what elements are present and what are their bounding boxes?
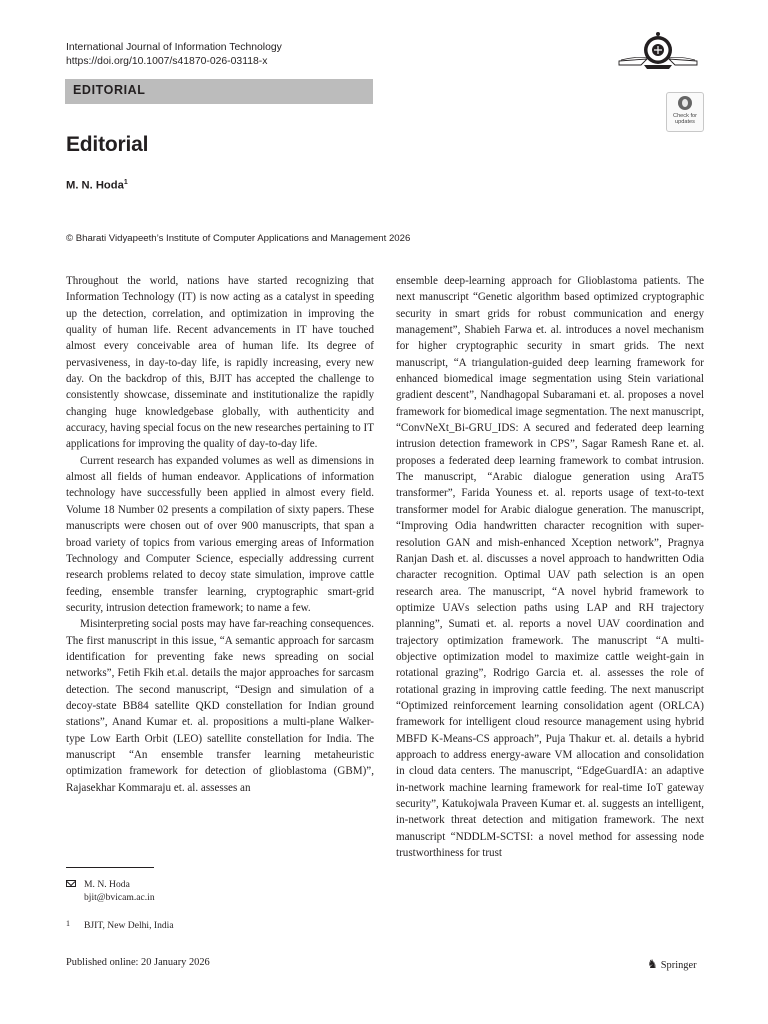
body-paragraph: Misinterpreting social posts may have far-reaching consequences. The first manuscript in this issue, “A semantic approach for sarcasm identification for preventing fake news spreading on social networks”, Fetih Fkih et.al. details the major approaches for sarcasm detection. The second manuscript, “Design and simulation of a decoy-state BB84 satellite QKD constellation for Indian ground stations”, Anand Kumar et. al. propositions a multi-plane Walker-type Low Earth Orbit (LEO) satellite constellation for India. The manuscript “An ensemble transfer learning metaheuristic optimization framework for detection of glioblastoma (GBM)”, Rajasekhar Kommaraju et. al. assesses an: [66, 618, 374, 794]
journal-name: International Journal of Information Technology: [66, 42, 282, 53]
copyright-line: © Bharati Vidyapeeth’s Institute of Computer Applications and Management 2026: [66, 233, 411, 244]
author-line: [66, 179, 128, 192]
affiliation-number: 1: [66, 919, 70, 928]
publisher-logo: [647, 957, 697, 972]
doi-link[interactable]: https://doi.org/10.1007/s41870-026-03118-x: [66, 56, 268, 67]
journal-header: [66, 41, 282, 69]
section-banner: [65, 79, 373, 104]
check-for-updates-button[interactable]: [666, 92, 704, 132]
affiliation-footnote: [66, 919, 174, 931]
springer-horse-icon: ♞: [647, 957, 658, 971]
body-paragraph: ensemble deep-learning approach for Glioblastoma patients. The next manuscript “Genetic algorithm based optimized cryptographic security in smart grids for robust communication and energy management”, Shabieh Farwa et. al. introduces a novel mechanism for higher cryptographic security in smart grids. The next manuscript, “A triangulation-guided deep learning framework for enhanced biomedical image segmentation using Stein variational gradient descent”, Nandhagopal Subaramani et. al. proposes a novel framework for biomedical image segmentation. The next manuscript, “ConvNeXt_Bi-GRU_IDS: A secured and federated deep learning intrusion detection framework in CPS”, Sagar Ramesh Rane et. al. proposes a federated deep learning framework to combat intrusion. The manuscript, “Arabic dialogue generation using AraT5 transformer”, Farida Youness et. al. reports usage of text-to-text transformer model for Arabic dialogue generation. The manuscript, “Improving Odia handwritten character recognition with super-resolution GAN and mish-enhanced Xception network”, Pragnya Ranjan Dash et. al. discusses a novel approach to handwritten Odia character recognition. Optimal UAV path selection is an open research area. The manuscript, “A novel hybrid framework to optimize UAVs selection paths using LAP and RH trajectory planning”, Sumati et. al. reports a novel UAV coordination and trajectory optimization framework. The manuscript “A multi-objective optimization model to maximize cattle weight-gain in rotational grazing”, Rodrigo Garcia et. al. assesses the role of rotational grazing in improving cattle feeding. The next manuscript “Optimized reinforcement learning consolidation agent (ORLCA) framework for intelligent cloud resource management using hybrid MBFD K-Means-CS approach”, Puja Thakur et. al. details a hybrid approach to address energy-aware VM allocation and consolidation in cloud data centers. The manuscript, “EdgeGuardIA: an adaptive in-network machine learning framework for real-time IoT gateway security”, Katukojwala Praveen Kumar et. al. suggests an intelligent, in-network threat detection and mitigation framework. The next manuscript “NDDLM-SCTSI: a novel method for assessing node trustworthiness for trust: [396, 275, 704, 860]
envelope-icon: [66, 880, 76, 887]
publisher-name: Springer: [660, 960, 697, 971]
article-title: Editorial: [66, 133, 149, 156]
contact-email[interactable]: bjit@bvicam.ac.in: [84, 892, 155, 903]
author-name[interactable]: M. N. Hoda: [66, 179, 124, 192]
published-date: Published online: 20 January 2026: [66, 957, 210, 968]
body-paragraph: Current research has expanded volumes as well as dimensions in almost all fields of human endeavor. Applications of information technology have successfully been applied in almost every field. Volume 18 Number 02 presents a compilation of sixty papers. These manuscripts were chosen out of over 900 manuscripts, that span a broad variety of topics from various emerging areas of Information Technology and Computer Science, especially addressing current research problems related to decoy state simulation, improve cattle feeding, ensemble transfer learning, cryptographic smart-grid security, intrusion detection framework; to name a few.: [66, 454, 374, 614]
bharati-vidyapeeth-emblem-icon: [617, 31, 699, 71]
body-paragraph: Throughout the world, nations have started recognizing that Information Technology (IT) is now acting as a catalyst in speeding up the detection, correlation, and optimization in improving the quality of human life. Recent advancements in IT have touched almost every conceivable area of human life. Its degree of pervasiveness, in day-to-day life, is rapidly increasing, every new day. On the backdrop of this, BJIT has accepted the challenge to consistently showcase, disseminate and institutionalize the rapidly changing huge knowledgebase globally, with authenticity and accuracy, having special focus on the new researches pertaining to IT applications for improving the quality of day-to-day life.: [66, 275, 374, 451]
body-column-right: [396, 273, 704, 861]
correspondence-footnote: [66, 878, 155, 903]
contact-name: M. N. Hoda: [84, 879, 130, 890]
check-for-updates-icon: [678, 96, 692, 110]
section-label: EDITORIAL: [73, 83, 146, 97]
affiliation-text: BJIT, New Delhi, India: [84, 920, 174, 931]
body-column-left: [66, 273, 374, 796]
affiliation-mark: 1: [123, 179, 128, 186]
footnote-divider: [66, 867, 154, 868]
check-for-updates-text: Check for updates: [673, 113, 697, 125]
